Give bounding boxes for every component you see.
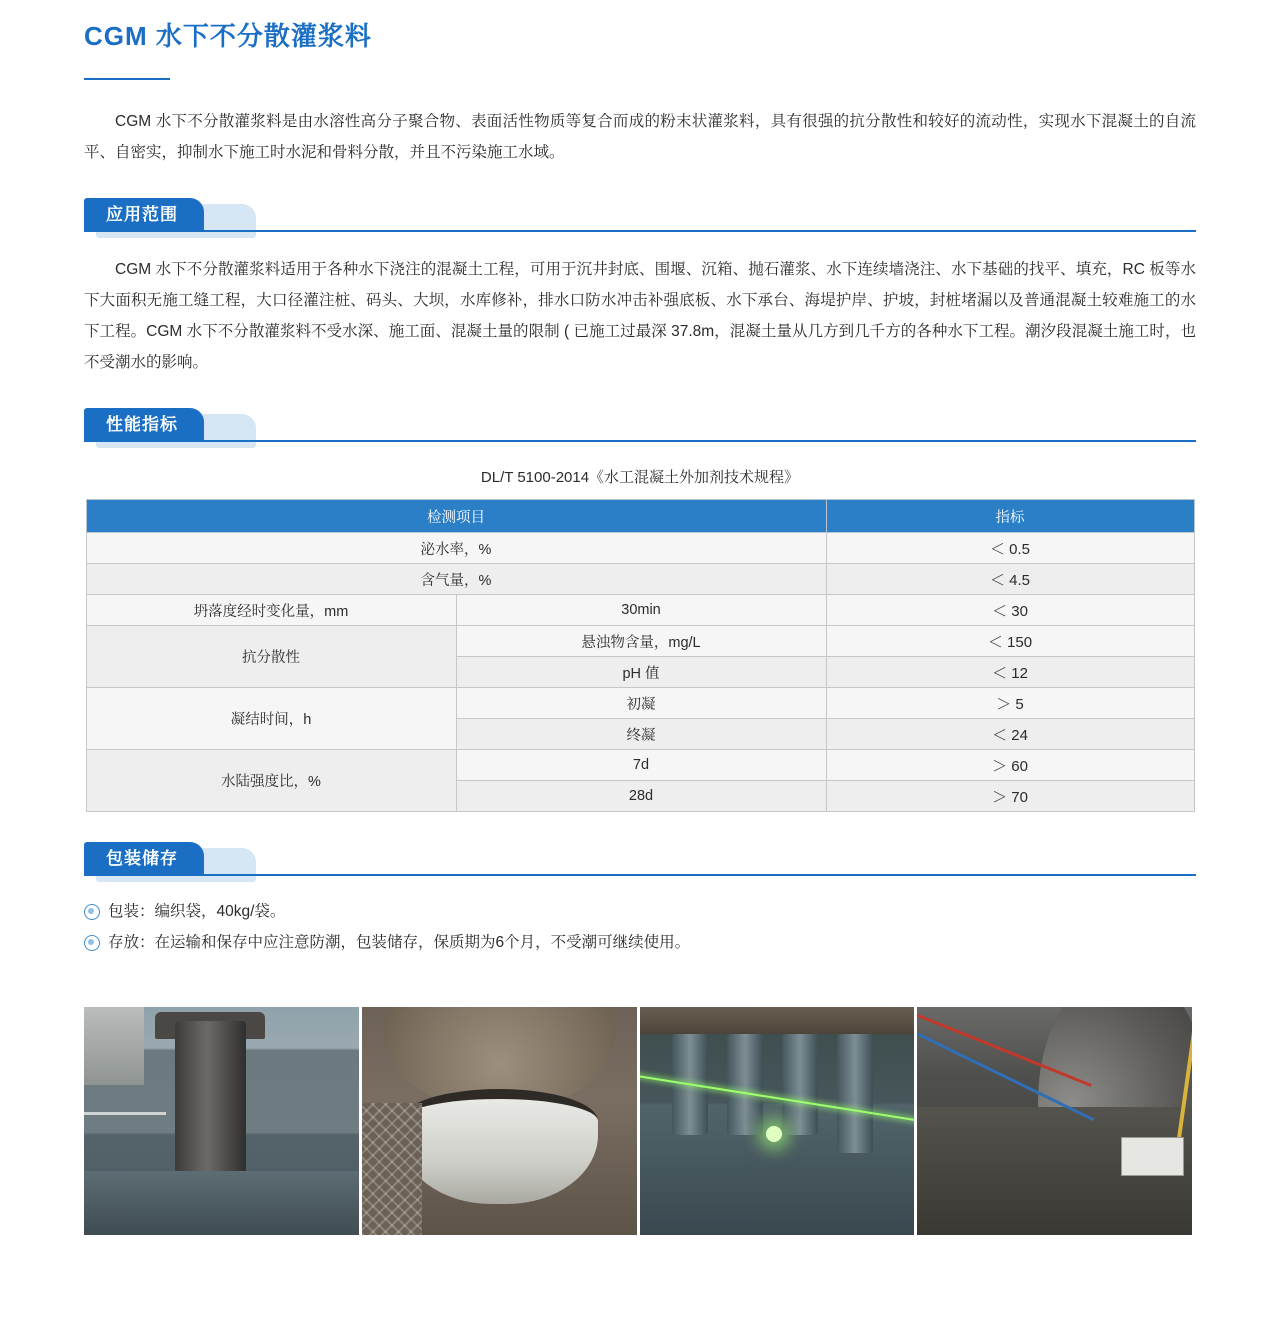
cell-sub: 终凝 (456, 719, 826, 750)
photo-deck (84, 1007, 144, 1085)
photo-pier (782, 1034, 818, 1134)
section-tag-application: 应用范围 (84, 198, 204, 232)
standard-caption: DL/T 5100-2014《水工混凝土外加剂技术规程》 (480, 469, 800, 486)
cell-value: ＜ 0.5 (826, 533, 1194, 564)
page-title: CGM 水下不分散灌浆料 (84, 21, 372, 51)
cell-sub: 28d (456, 781, 826, 812)
title-underline (84, 78, 170, 80)
photo-laser-glow (766, 1126, 782, 1142)
photo-pier-column (175, 1021, 246, 1185)
cell-item: 水陆强度比，% (86, 750, 456, 812)
photo-pier (837, 1034, 873, 1153)
cell-value: ＞ 60 (826, 750, 1194, 781)
photo-pier (727, 1034, 763, 1134)
cell-value: ＞ 70 (826, 781, 1194, 812)
list-item-label: 包装：编织袋，40kg/袋。 (108, 903, 286, 920)
table-row (86, 750, 1194, 781)
photo-white-band (400, 1089, 598, 1204)
section-packaging (0, 842, 1280, 958)
photo-rail (84, 1112, 166, 1115)
table-row (86, 564, 1194, 595)
table-row (86, 595, 1194, 626)
section-rule (84, 440, 1196, 442)
cell-item: 坍落度经时变化量，mm (86, 595, 456, 626)
photo-strip (84, 1007, 1192, 1235)
cell-value: ＞ 5 (826, 688, 1194, 719)
list-item-label: 存放：在运输和保存中应注意防潮，包装储存，保质期为6个月，不受潮可继续使用。 (108, 934, 691, 951)
cell-value: ＜ 24 (826, 719, 1194, 750)
title-block (0, 0, 1280, 80)
photo-mesh (362, 1103, 422, 1235)
cell-item: 含气量，% (86, 564, 826, 595)
cell-item: 抗分散性 (86, 626, 456, 688)
intro-paragraph: CGM 水下不分散灌浆料是由水溶性高分子聚合物、表面活性物质等复合而成的粉末状灌浆料，具有很强的抗分散性和较好的流动性，实现水下混凝土的自流平、自密实，抑制水下施工时水泥和骨料分散，并且不污染施工水域。 (84, 113, 1196, 161)
section-header-application (84, 198, 1196, 232)
photo-underwater-laser-survey (640, 1007, 915, 1235)
list-item (84, 896, 1196, 927)
photo-water (84, 1171, 359, 1235)
cell-value: ＜ 4.5 (826, 564, 1194, 595)
photo-pier-repair-wrap (362, 1007, 637, 1235)
circle-bullet-icon (84, 904, 100, 920)
section-tag-packaging: 包装储存 (84, 842, 204, 876)
performance-table (86, 499, 1195, 812)
table-header-index: 指标 (826, 500, 1194, 533)
photo-shaft-bottom-works (917, 1007, 1192, 1235)
cell-item: 泌水率，% (86, 533, 826, 564)
section-header-performance (84, 408, 1196, 442)
cell-sub: 初凝 (456, 688, 826, 719)
cell-value: ＜ 30 (826, 595, 1194, 626)
cell-sub: 30min (456, 595, 826, 626)
list-item (84, 927, 1196, 958)
cell-value: ＜ 12 (826, 657, 1194, 688)
section-tag-performance: 性能指标 (84, 408, 204, 442)
cell-sub: 7d (456, 750, 826, 781)
photo-equipment-panel (1121, 1137, 1183, 1175)
application-body: CGM 水下不分散灌浆料适用于各种水下浇注的混凝土工程，可用于沉井封底、围堰、沉箱、抛石灌浆、水下连续墙浇注、水下基础的找平、填充，RC 板等水下大面积无施工缝工程，大口径灌注桩、码头、大坝，水库修补，排水口防水冲击补强底板、水下承台、海堤护岸、护坡，封桩堵漏以及普通混凝土较难施工的水下工程。CGM 水下不分散灌浆料不受水深、施工面、混凝土量的限制 ( 已施工过最深 37.8m，混凝土量从几方到几千方的各种水下工程。潮汐段混凝土施工时，也不受潮水的影响。 (84, 261, 1196, 371)
section-rule (84, 230, 1196, 232)
section-header-packaging (84, 842, 1196, 876)
table-header-item: 检测项目 (86, 500, 826, 533)
table-row (86, 688, 1194, 719)
circle-bullet-icon (84, 935, 100, 951)
table-row (86, 533, 1194, 564)
cell-value: ＜ 150 (826, 626, 1194, 657)
cell-sub: pH 值 (456, 657, 826, 688)
photo-bridge-beam (640, 1007, 915, 1034)
photo-underwater-pier-grouting (84, 1007, 359, 1235)
section-rule (84, 874, 1196, 876)
packaging-bullets (84, 896, 1196, 958)
table-header-row (86, 500, 1194, 533)
section-application (0, 198, 1280, 378)
cell-sub: 悬浊物含量，mg/L (456, 626, 826, 657)
section-performance (0, 408, 1280, 812)
cell-item: 凝结时间，h (86, 688, 456, 750)
table-row (86, 626, 1194, 657)
